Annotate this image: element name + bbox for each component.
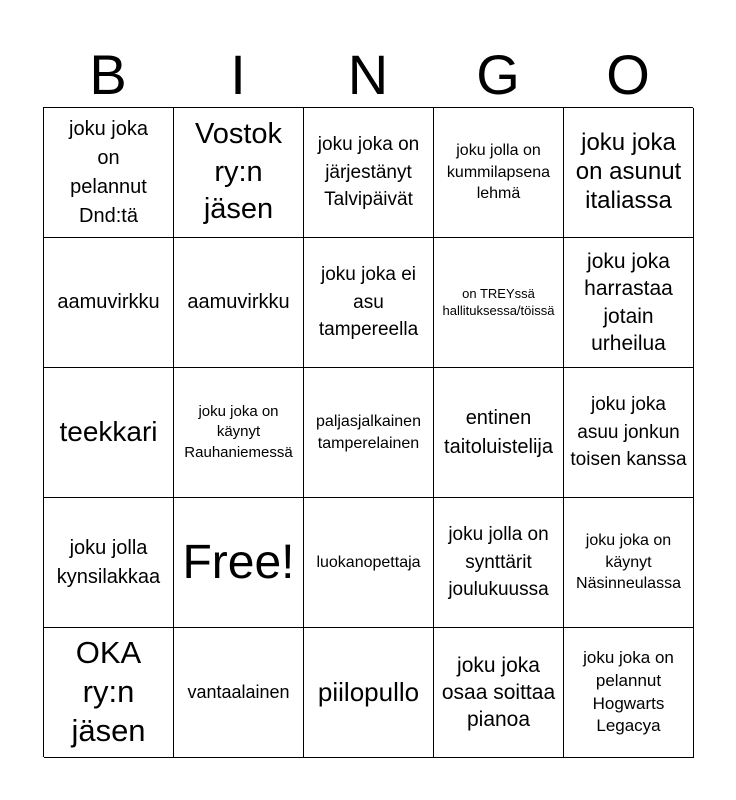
cell-text: joku joka harrastaa jotain urheilua [584,249,673,355]
cell-text: luokanopettaja [316,553,421,571]
bingo-cell[interactable] [434,238,564,368]
cell-text: aamuvirkku [57,291,160,313]
bingo-cell[interactable] [174,238,304,368]
cell-text: joku jolla on synttärit joulukuussa [448,524,549,601]
cell-text: Vostok ry:n jäsen [194,117,283,226]
bingo-cell[interactable] [564,108,694,238]
cell-text: joku joka on käynyt Rauhaniemessä [184,403,293,461]
bingo-cell[interactable] [304,368,434,498]
bingo-cell[interactable] [564,628,694,758]
cell-text: joku jolla kynsilakkaa [56,536,161,588]
cell-text: on TREYssä hallituksessa/töissä [442,286,555,318]
bingo-cell[interactable] [564,498,694,628]
cell-text: paljasjalkainen tamperelainen [316,412,421,452]
cell-text: aamuvirkku [187,291,290,313]
bingo-cell[interactable] [44,108,174,238]
cell-text: joku joka on järjestänyt Talvipäivät [317,134,420,211]
bingo-cell[interactable] [174,108,304,238]
bingo-cell[interactable] [174,368,304,498]
bingo-cell[interactable] [44,238,174,368]
header-letter-n: N [347,43,389,106]
cell-text: entinen taitoluistelija [444,406,553,458]
header-letter-b: B [89,43,127,106]
bingo-header [43,44,693,106]
bingo-cell[interactable] [304,238,434,368]
cell-text: joku joka osaa soittaa pianoa [441,653,556,732]
cell-text: teekkari [59,416,158,448]
bingo-cell[interactable] [304,108,434,238]
bingo-cell[interactable] [44,628,174,758]
cell-text: vantaalainen [187,682,290,703]
bingo-cell[interactable] [564,368,694,498]
bingo-cell[interactable] [304,628,434,758]
cell-text: piilopullo [317,676,420,707]
free-space: Free! [182,535,295,589]
bingo-cell[interactable] [434,368,564,498]
header-letter-g: G [476,43,520,106]
bingo-cell[interactable] [434,628,564,758]
cell-text: OKA ry:n jäsen [71,635,146,748]
header-letter-o: O [606,43,650,106]
header-letter-i: I [230,43,246,106]
cell-text: joku jolla on kummilapsena lehmä [446,142,551,203]
cell-text: joku joka on pelannut Hogwarts Legacya [583,647,674,736]
bingo-cell[interactable] [44,368,174,498]
bingo-cell[interactable] [434,108,564,238]
bingo-cell[interactable] [174,498,304,628]
bingo-cell[interactable] [304,498,434,628]
bingo-board [43,107,693,757]
cell-text: joku joka on käynyt Näsinneulassa [576,532,681,593]
bingo-cell[interactable] [434,498,564,628]
bingo-cell[interactable] [44,498,174,628]
cell-text: joku joka on pelannut Dnd:tä [69,117,148,227]
cell-text: joku joka asuu jonkun toisen kanssa [570,394,687,471]
bingo-cell[interactable] [564,238,694,368]
cell-text: joku joka on asunut italiassa [575,129,682,214]
bingo-cell[interactable] [174,628,304,758]
cell-text: joku joka ei asu tampereella [318,264,419,341]
